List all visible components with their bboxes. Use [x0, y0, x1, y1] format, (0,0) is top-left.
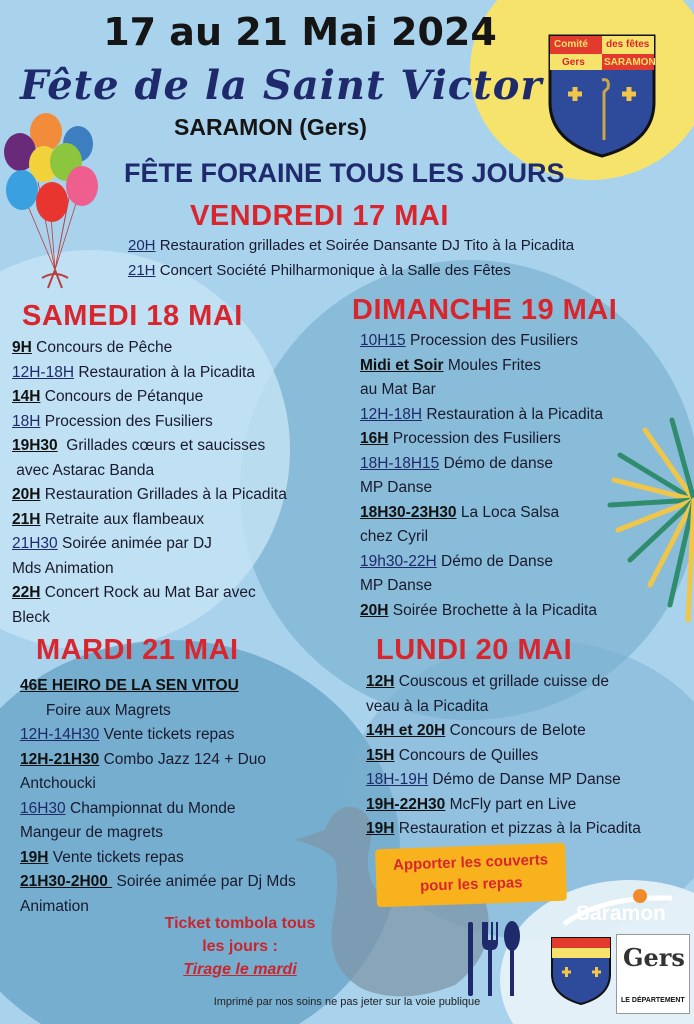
- event-description: Grillades cœurs et saucisses: [57, 437, 266, 454]
- event-time: 21H30: [12, 535, 58, 552]
- event-time: 20H: [360, 601, 389, 619]
- event-row: [360, 403, 603, 428]
- shield-icon: [546, 32, 658, 160]
- event-description: MP Danse: [360, 577, 433, 594]
- tombola-line-1: Ticket tombola tous: [164, 915, 316, 932]
- event-time: 18H-19H: [366, 771, 429, 788]
- gers-logo-letters: Gers: [623, 943, 685, 972]
- event-list-lundi: [366, 670, 641, 842]
- event-time: 18H30-23H30: [360, 503, 457, 521]
- cutlery-icon: [462, 918, 522, 998]
- event-row: [12, 434, 287, 459]
- event-time: 21H: [128, 261, 156, 279]
- event-description: Démo de Danse MP Danse: [428, 771, 621, 788]
- event-list-vendredi: [128, 234, 574, 283]
- day-title-dimanche: DIMANCHE 19 MAI: [352, 294, 618, 326]
- event-description: Restauration Grillades à la Picadita: [40, 486, 287, 503]
- event-time: 10H15: [360, 332, 406, 349]
- tombola-line-2: les jours :: [202, 938, 278, 955]
- event-row: [12, 336, 287, 361]
- event-time: 9H: [12, 339, 32, 356]
- event-row: [20, 821, 296, 846]
- event-row: [12, 385, 287, 410]
- event-time: 19H30: [12, 437, 58, 454]
- event-row: [360, 599, 603, 624]
- event-description: Mds Animation: [12, 559, 114, 577]
- logo-des-fetes-text: des fêtes: [606, 39, 650, 50]
- event-description: Soirée Brochette à la Picadita: [388, 601, 597, 619]
- event-row: [360, 329, 603, 354]
- event-description: Combo Jazz 124 + Duo: [99, 750, 266, 768]
- event-description: Couscous et grillade cuisse de: [394, 673, 609, 690]
- event-description: Animation: [20, 897, 89, 915]
- event-row: [366, 695, 641, 720]
- event-description: Restauration à la Picadita: [422, 405, 603, 423]
- tombola-notice: [150, 912, 330, 981]
- cutlery-reminder-note: [375, 843, 567, 908]
- event-row: [360, 525, 603, 550]
- event-row: [360, 452, 603, 477]
- event-row: [20, 674, 296, 699]
- event-row: [20, 846, 296, 871]
- event-description: Concours de Belote: [445, 722, 586, 739]
- event-list-mardi: [20, 674, 296, 919]
- event-time: 12H-21H30: [20, 750, 100, 768]
- event-description: Démo de danse: [439, 454, 554, 472]
- event-row: [366, 744, 641, 769]
- event-row: [360, 501, 603, 526]
- event-time: 12H: [366, 673, 395, 690]
- event-row: [360, 476, 603, 501]
- event-row: [360, 378, 603, 403]
- fete-title: Fête de la Saint Victor: [20, 62, 543, 109]
- event-description: McFly part en Live: [445, 795, 577, 813]
- event-description: Démo de Danse: [436, 552, 554, 570]
- event-description: veau à la Picadita: [366, 697, 489, 715]
- event-description: Retraite aux flambeaux: [40, 510, 205, 528]
- day-title-lundi: LUNDI 20 MAI: [376, 634, 573, 666]
- event-list-dimanche: [360, 329, 603, 623]
- event-row: [12, 410, 287, 435]
- footer-disclaimer: Imprimé par nos soins ne pas jeter sur la voie publique: [213, 996, 481, 1008]
- event-time: 19H-22H30: [366, 795, 446, 813]
- event-description: Antchoucki: [20, 775, 96, 792]
- event-row: [20, 699, 296, 724]
- event-row: [360, 427, 603, 452]
- event-description: Vente tickets repas: [99, 726, 235, 743]
- note-line-2: pour les repas: [419, 874, 523, 895]
- day-title-vendredi: VENDREDI 17 MAI: [190, 200, 449, 232]
- event-row: [12, 508, 287, 533]
- event-time: 19H: [20, 848, 49, 866]
- comite-des-fetes-logo: [546, 32, 658, 160]
- event-row: [20, 772, 296, 797]
- event-row: [12, 581, 287, 606]
- event-row: [360, 574, 603, 599]
- event-time: 20H: [128, 237, 156, 254]
- event-row: [12, 361, 287, 386]
- saramon-logo-text: Saramon: [576, 902, 666, 925]
- event-row: [366, 719, 641, 744]
- event-time: Midi et Soir: [360, 356, 444, 374]
- event-description: avec Astarac Banda: [12, 461, 155, 479]
- balloons-icon: [0, 110, 110, 300]
- event-time: 22H: [12, 584, 41, 601]
- event-time: 19H: [366, 820, 395, 837]
- event-time: 14H et 20H: [366, 722, 446, 739]
- logo-comite-text: Comité: [554, 39, 588, 50]
- event-row: [366, 768, 641, 793]
- event-description: Concert Société Philharmonique à la Salle des Fêtes: [155, 261, 511, 279]
- event-description: Moules Frites: [443, 356, 541, 374]
- event-time: 12H-18H: [12, 363, 75, 381]
- event-time: 15H: [366, 746, 395, 764]
- event-row: [20, 748, 296, 773]
- event-description: Soirée animée par DJ: [57, 535, 212, 552]
- fete-foraine-banner: FÊTE FORAINE TOUS LES JOURS: [124, 158, 565, 188]
- event-description: Foire aux Magrets: [20, 701, 171, 719]
- event-description: Vente tickets repas: [48, 848, 184, 866]
- event-description: Concours de Pétanque: [40, 388, 204, 405]
- event-time: 12H-14H30: [20, 726, 100, 743]
- event-description: La Loca Salsa: [456, 503, 560, 521]
- event-description: Procession des Fusiliers: [40, 412, 213, 430]
- event-dates: 17 au 21 Mai 2024: [103, 10, 497, 54]
- event-description: Championnat du Monde: [65, 799, 236, 817]
- saramon-logo: [562, 886, 682, 930]
- event-row: [12, 483, 287, 508]
- event-list-samedi: [12, 336, 287, 630]
- event-description: Procession des Fusiliers: [388, 430, 561, 447]
- event-time: 16H30: [20, 799, 66, 817]
- event-time: 18H-18H15: [360, 454, 440, 472]
- event-row: [12, 532, 287, 557]
- fireworks-icon: [600, 400, 694, 630]
- event-description: Procession des Fusiliers: [405, 332, 578, 349]
- event-description: Restauration et pizzas à la Picadita: [394, 820, 641, 837]
- event-time: 21H: [12, 510, 41, 528]
- event-row: [366, 670, 641, 695]
- event-time: 20H: [12, 486, 41, 503]
- day-title-mardi: MARDI 21 MAI: [36, 634, 239, 666]
- event-time: 12H-18H: [360, 405, 423, 423]
- event-row: [20, 797, 296, 822]
- event-description: Mangeur de magrets: [20, 824, 164, 841]
- event-time: 46E HEIRO DE LA SEN VITOU: [20, 677, 239, 694]
- event-row: [366, 793, 641, 818]
- event-description: Concours de Quilles: [394, 746, 539, 764]
- event-description: Soirée animée par Dj Mds: [112, 873, 296, 890]
- event-row: [360, 550, 603, 575]
- event-description: MP Danse: [360, 479, 433, 496]
- event-row: [12, 606, 287, 631]
- city-label: SARAMON (Gers): [174, 114, 367, 140]
- event-row: [12, 557, 287, 582]
- event-row: [12, 459, 287, 484]
- event-time: 19h30-22H: [360, 552, 437, 570]
- event-time: 16H: [360, 430, 389, 447]
- event-description: Bleck: [12, 608, 50, 626]
- event-description: au Mat Bar: [360, 381, 436, 398]
- tombola-line-3: Tirage le mardi: [183, 961, 297, 978]
- event-row: [20, 870, 296, 895]
- event-row: [360, 354, 603, 379]
- event-description: Concert Rock au Mat Bar avec: [40, 584, 256, 601]
- event-description: Restauration grillades et Soirée Dansante DJ Tito à la Picadita: [155, 237, 575, 254]
- event-row: [128, 259, 574, 284]
- event-description: Restauration à la Picadita: [74, 363, 255, 381]
- event-time: 21H30-2H00: [20, 873, 113, 890]
- event-time: 14H: [12, 388, 41, 405]
- logo-saramon-text: SARAMON: [604, 57, 656, 68]
- event-description: chez Cyril: [360, 528, 429, 545]
- event-row: [366, 817, 641, 842]
- event-row: [20, 723, 296, 748]
- event-row: [128, 234, 574, 259]
- event-description: Concours de Pêche: [31, 339, 173, 356]
- note-line-1: Apporter les couverts: [392, 851, 549, 874]
- day-title-samedi: SAMEDI 18 MAI: [22, 300, 243, 332]
- event-time: 18H: [12, 412, 41, 430]
- gers-logo-caption: LE DÉPARTEMENT: [621, 997, 685, 1004]
- logo-gers-text: Gers: [562, 57, 585, 68]
